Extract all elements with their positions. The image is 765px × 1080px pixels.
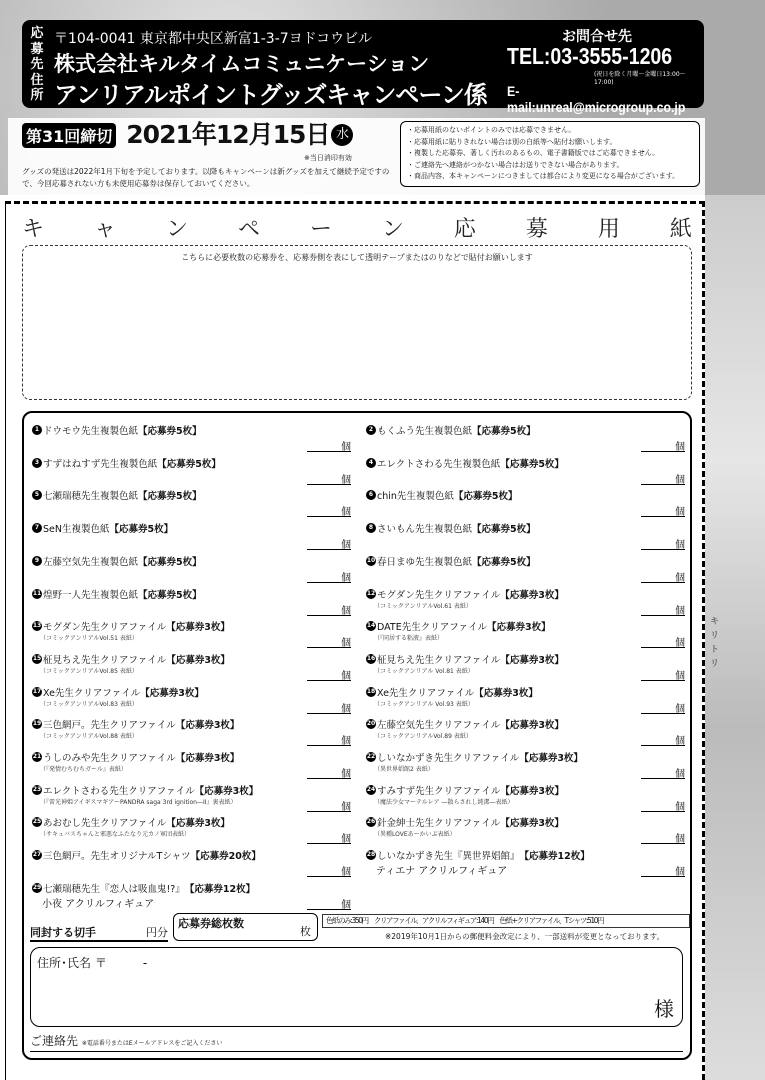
- title-char: ペ: [237, 217, 260, 242]
- total-label: 応募券総枚数: [178, 917, 244, 930]
- quantity-unit: 個: [675, 736, 685, 748]
- item-name-line: [32, 652, 352, 666]
- quantity-unit: 個: [341, 801, 351, 813]
- quantity-field[interactable]: [307, 471, 351, 485]
- item-tickets: 【応募券5枚】: [472, 524, 536, 536]
- item-note: （魔法少女マーテルレア ―散らされし純潔―表紙）: [374, 798, 514, 806]
- item-number: 27: [32, 851, 42, 859]
- quantity-field[interactable]: [307, 765, 351, 779]
- item-name-line: [32, 717, 352, 731]
- item-name: chin先生複製色紙: [377, 491, 454, 503]
- item-name: Xe先生クリアファイル: [377, 687, 475, 699]
- item-tickets: 【応募券3枚】: [140, 687, 204, 699]
- title-char: 募: [525, 217, 548, 242]
- item-tickets: 【応募券5枚】: [157, 458, 221, 470]
- item-name-line: [32, 685, 352, 699]
- quantity-unit: 個: [341, 769, 351, 780]
- item-name: SeN生複製色紙: [43, 524, 110, 536]
- item-number: 13: [32, 622, 42, 630]
- quantity-field[interactable]: [641, 536, 685, 550]
- item-name: 七瀬瑞穂先生『恋人は吸血鬼!?』: [43, 883, 185, 895]
- item-note: （異世界娼館2 表紙）: [374, 766, 434, 773]
- quantity-field[interactable]: [307, 732, 351, 746]
- item-number: 15: [32, 654, 42, 662]
- item-name-line: [32, 587, 352, 601]
- quantity-unit: 個: [341, 867, 351, 879]
- form-title: [22, 212, 692, 243]
- item-number: 10: [366, 556, 376, 564]
- item-row: [366, 587, 686, 619]
- quantity-unit: 個: [675, 769, 685, 780]
- item-row: [32, 587, 352, 619]
- title-char: ー: [309, 217, 332, 242]
- quantity-field[interactable]: [641, 798, 685, 812]
- item-tickets: 【応募券3枚】: [500, 654, 564, 666]
- item-name: さいもん先生複製色紙: [377, 524, 473, 536]
- item-row: [32, 521, 352, 553]
- contact-label: ご連絡先: [30, 1034, 79, 1048]
- item-tickets: 【応募券5枚】: [138, 426, 202, 437]
- item-number: 14: [366, 622, 376, 630]
- item-name: 煌野一人先生複製色紙: [43, 589, 139, 601]
- deadline-round: 第31回締切: [22, 123, 116, 148]
- item-tickets: 【応募券3枚】: [474, 687, 538, 699]
- item-tickets: 【応募券3枚】: [166, 622, 230, 634]
- address-name-field[interactable]: [30, 947, 683, 1027]
- quantity-unit: 個: [341, 703, 351, 715]
- item-number: 11: [32, 589, 42, 597]
- item-name-line: [366, 783, 686, 797]
- item-number: 3: [32, 458, 42, 468]
- stamps-unit: 円分: [146, 926, 168, 939]
- item-name: もくふう先生複製色紙: [377, 426, 473, 437]
- item-row: [366, 619, 686, 651]
- item-number: 28: [366, 851, 376, 859]
- title-char: ン: [165, 217, 188, 242]
- item-note: （コミックアンリアル Vol.81 表紙）: [374, 667, 474, 675]
- item-name-line: [32, 554, 352, 568]
- item-name-line: [32, 783, 352, 797]
- quantity-unit: 個: [341, 638, 351, 650]
- item-name-line: [366, 815, 686, 829]
- item-row: [366, 750, 686, 782]
- item-name: しいなかずき先生クリアファイル: [377, 753, 520, 764]
- item-number: 24: [366, 785, 376, 793]
- item-tickets: 【応募券5枚】: [472, 556, 536, 568]
- item-row: [366, 685, 686, 717]
- item-tickets: 【応募券3枚】: [500, 589, 564, 601]
- item-name-line: [366, 619, 686, 633]
- item-name-line: [32, 881, 352, 895]
- item-number: 7: [32, 523, 42, 533]
- email: E-mail:unreal@microgroup.co.jp: [507, 83, 686, 115]
- item-tickets: 【応募券12枚】: [184, 883, 256, 895]
- item-row: [32, 750, 352, 782]
- item-note: （コミックアンリアルVol.61 表紙）: [374, 602, 472, 610]
- item-number: 2: [366, 425, 376, 435]
- item-number: 9: [32, 556, 42, 566]
- quantity-field[interactable]: [307, 896, 351, 910]
- item-tickets: 【応募券5枚】: [500, 458, 564, 470]
- quantity-field[interactable]: [641, 700, 685, 714]
- item-tickets: 【応募券5枚】: [453, 491, 518, 503]
- quantity-field[interactable]: [641, 503, 685, 517]
- postage-fees: 色紙のみ:350円 クリアファイル、アクリルフィギュア:140円 色紙+クリアファイル、Tシャツ:510円: [322, 914, 690, 928]
- quantity-unit: 個: [675, 834, 685, 846]
- item-tickets: 【応募券5枚】: [109, 524, 174, 536]
- title-char: 応: [453, 217, 476, 242]
- quantity-field[interactable]: [641, 569, 685, 583]
- item-number: 5: [32, 490, 42, 500]
- quantity-unit: 個: [341, 605, 351, 617]
- title-char: ャ: [93, 217, 116, 242]
- phone-hours: (祝日を除く月曜～金曜日13:00～17:00): [594, 71, 686, 86]
- item-row: [32, 619, 352, 651]
- quantity-unit: 個: [341, 736, 351, 748]
- quantity-unit: 個: [675, 801, 685, 813]
- quantity-unit: 個: [341, 474, 351, 486]
- quantity-field[interactable]: [641, 732, 685, 746]
- postage-change-note: ※2019年10月1日からの郵便料金改定により、一部送料が変更となっております。: [385, 932, 665, 941]
- item-name-line: [366, 685, 686, 699]
- item-name-line: [32, 848, 352, 862]
- item-name-line: [366, 456, 686, 470]
- note: ・複製した応募券、著しく汚れのあるもの、電子書籍版ではご応募できません。: [407, 149, 660, 157]
- quantity-unit: 個: [675, 867, 685, 879]
- item-number: 8: [366, 523, 376, 533]
- item-variant: 小夜 アクリルフィギュア: [42, 898, 155, 910]
- item-tickets: 【応募券3枚】: [519, 753, 583, 764]
- item-name: 柾見ちえ先生クリアファイル: [43, 654, 167, 666]
- item-number: 18: [366, 687, 376, 695]
- paste-instructions: こちらに必要枚数の応募券を、応募券側を表にして透明テープまたはのりなどで貼付お願いします: [181, 253, 533, 262]
- title-char: キ: [22, 217, 45, 242]
- quantity-field[interactable]: [307, 798, 351, 812]
- shipping-note: グッズの発送は2022年1月下旬を予定しております。以降もキャンペーンは新グッズを加えて継続予定ですので、今回応募されない方も未使用応募券は保存しておいてください。: [22, 167, 390, 188]
- item-name-line: [32, 619, 352, 633]
- stamps-field[interactable]: [30, 924, 168, 942]
- item-number: 19: [32, 720, 42, 728]
- item-tickets: 【応募券3枚】: [166, 654, 230, 666]
- item-note: （コミックアンリアル Vol.93 表紙）: [374, 700, 474, 708]
- item-name-line: [366, 423, 686, 437]
- item-tickets: 【応募券5枚】: [138, 491, 202, 503]
- item-name: あおむし先生クリアファイル: [43, 818, 167, 830]
- quantity-field[interactable]: [307, 863, 351, 877]
- item-name-line: [366, 488, 686, 502]
- quantity-field[interactable]: [641, 634, 685, 648]
- quantity-field[interactable]: [307, 700, 351, 714]
- item-name: 左藤空気先生クリアファイル: [377, 720, 501, 732]
- item-row: [32, 456, 352, 488]
- item-name: 針金紳士先生クリアファイル: [377, 818, 501, 830]
- notes-box: [400, 121, 700, 187]
- item-name-line: [366, 521, 686, 535]
- phone: TEL:03-3555-1206: [507, 43, 673, 69]
- quantity-unit: 個: [675, 474, 685, 486]
- item-name: エレクトさわる先生複製色紙: [377, 458, 501, 470]
- item-number: 17: [32, 687, 42, 695]
- cut-here-label: キリトリ: [710, 617, 720, 669]
- item-name: エレクトさわる先生クリアファイル: [43, 785, 195, 797]
- quantity-field[interactable]: [307, 569, 351, 583]
- item-name-line: [366, 652, 686, 666]
- quantity-unit: 個: [341, 442, 351, 453]
- quantity-field[interactable]: [641, 863, 685, 877]
- item-row: [32, 488, 352, 520]
- item-number: 20: [366, 720, 376, 728]
- item-name: 左藤空気先生複製色紙: [43, 556, 139, 568]
- item-number: 21: [32, 753, 42, 760]
- item-name-line: [366, 750, 686, 764]
- item-name-line: [32, 423, 352, 437]
- item-number: 16: [366, 654, 376, 662]
- title-char: 用: [597, 217, 620, 242]
- quantity-field[interactable]: [641, 602, 685, 616]
- quantity-unit: 個: [341, 834, 351, 846]
- quantity-unit: 個: [341, 670, 351, 682]
- item-name: 三色網戸。先生オリジナルTシャツ: [43, 851, 191, 863]
- item-tickets: 【応募券20枚】: [190, 851, 261, 863]
- quantity-field[interactable]: [307, 602, 351, 616]
- quantity-unit: 個: [341, 899, 351, 911]
- quantity-unit: 個: [675, 442, 685, 453]
- quantity-field[interactable]: [307, 667, 351, 681]
- department: アンリアルポイントグッズキャンペーン係: [54, 81, 487, 109]
- item-name-line: [32, 521, 352, 535]
- quantity-field[interactable]: [641, 830, 685, 844]
- contact-field[interactable]: [30, 1032, 683, 1052]
- contact-note: ※電話番号またはEメールアドレスをご記入ください: [81, 1040, 223, 1047]
- item-number: 4: [366, 458, 376, 468]
- quantity-unit: 個: [675, 670, 685, 682]
- item-note: （コミックアンリアルVol.85 表紙）: [40, 667, 138, 675]
- title-char: 紙: [669, 217, 692, 242]
- item-note: （コミックアンリアルVol.83 表紙）: [40, 700, 138, 708]
- item-name-line: [366, 587, 686, 601]
- company-name: 株式会社キルタイムコミュニケーション: [54, 52, 430, 76]
- item-number: 22: [366, 753, 376, 760]
- item-note: （『同居する粘液』表紙）: [374, 635, 444, 643]
- address-vertical-label: 応募先住所: [30, 26, 44, 103]
- item-row: [366, 554, 686, 586]
- item-tickets: 【応募券3枚】: [500, 720, 564, 732]
- quantity-field[interactable]: [307, 634, 351, 648]
- title-char: ン: [381, 217, 404, 242]
- item-name: 三色網戸。先生クリアファイル: [43, 720, 176, 732]
- item-row: [32, 815, 352, 847]
- address-banner: [22, 20, 704, 115]
- quantity-unit: 個: [675, 572, 685, 584]
- item-row: [366, 521, 686, 553]
- item-tickets: 【応募券3枚】: [194, 785, 259, 797]
- item-name-line: [32, 750, 352, 764]
- quantity-field[interactable]: [307, 503, 351, 517]
- item-variant: ティエナ アクリルフィギュア: [376, 866, 508, 878]
- item-note: （異種LOVEあーかいぶ表紙）: [374, 831, 456, 839]
- item-tickets: 【応募券5枚】: [472, 426, 536, 437]
- quantity-unit: 個: [341, 540, 351, 552]
- item-name: モグダン先生クリアファイル: [377, 589, 501, 601]
- item-row: [366, 488, 686, 520]
- item-number: 25: [32, 818, 42, 826]
- item-tickets: 【応募券12枚】: [519, 851, 590, 863]
- note: ・ご連絡先へ連絡がつかない場合はお送りできない場合があります。: [407, 160, 624, 169]
- item-name: Xe先生クリアファイル: [43, 687, 141, 699]
- item-row: [32, 717, 352, 749]
- item-row: [366, 815, 686, 847]
- item-number: 26: [366, 818, 376, 826]
- deadline-date: 2021年12月15日: [126, 120, 330, 149]
- item-name: しいなかずき先生『異世界娼館』: [377, 851, 520, 863]
- quantity-unit: 個: [341, 507, 351, 519]
- quantity-unit: 個: [675, 605, 685, 617]
- item-note: （『雷光神姫アイギスマギアーPANDRA saga 3rd ignition―II』裏表紙）: [40, 798, 237, 806]
- item-name: うしのみや先生クリアファイル: [43, 753, 176, 764]
- quantity-unit: 個: [675, 507, 685, 519]
- item-tickets: 【応募券3枚】: [166, 818, 230, 830]
- item-note: （コミックアンリアルVol.51 表紙）: [40, 635, 138, 643]
- note: ・商品内容、本キャンペーンにつきましては都合により変更になる場合がございます。: [407, 172, 680, 180]
- item-name-line: [366, 554, 686, 568]
- item-tickets: 【応募券5枚】: [138, 589, 202, 601]
- item-name: すずはねすず先生複製色紙: [43, 458, 158, 470]
- item-row: [366, 456, 686, 488]
- item-name: 七瀬瑞穂先生複製色紙: [43, 491, 139, 503]
- item-name: DATE先生クリアファイル: [377, 622, 488, 634]
- item-name-line: [366, 848, 686, 862]
- item-row: [366, 848, 686, 880]
- quantity-field[interactable]: [307, 536, 351, 550]
- total-unit: 枚: [300, 925, 311, 938]
- quantity-field[interactable]: [641, 471, 685, 485]
- item-name: モグダン先生クリアファイル: [43, 622, 167, 634]
- note: ・応募用紙のないポイントのみでは応募できません。: [407, 126, 576, 134]
- item-number: 6: [366, 490, 376, 500]
- inquiry-label: お問合せ先: [562, 29, 632, 45]
- deadline-weekday: 水: [331, 124, 353, 146]
- item-name-line: [366, 717, 686, 731]
- item-row: [32, 554, 352, 586]
- item-row: [366, 423, 686, 455]
- item-row: [32, 423, 352, 455]
- quantity-field[interactable]: [307, 830, 351, 844]
- item-name-line: [32, 456, 352, 470]
- item-number: 23: [32, 785, 42, 793]
- item-name: ドウモウ先生複製色紙: [43, 426, 139, 437]
- item-name: 春日まゆ先生複製色紙: [377, 556, 473, 568]
- item-tickets: 【応募券3枚】: [500, 785, 565, 797]
- item-note: （サキュバスちゃんと邪悪なふたなり元カノ軍団表紙）: [40, 831, 191, 839]
- quantity-unit: 個: [341, 572, 351, 584]
- item-row: [366, 652, 686, 684]
- item-note: （『発情むちむちガール』表紙）: [40, 766, 127, 773]
- address-label: 住所･氏名 〒 -: [37, 956, 148, 970]
- quantity-field[interactable]: [641, 765, 685, 779]
- quantity-unit: 個: [675, 638, 685, 650]
- item-row: [366, 783, 686, 815]
- quantity-field[interactable]: [641, 438, 685, 452]
- honorific: 様: [654, 997, 674, 1021]
- item-row: [32, 685, 352, 717]
- item-name: 柾見ちえ先生クリアファイル: [377, 654, 501, 666]
- item-row: [32, 783, 352, 815]
- item-tickets: 【応募券3枚】: [175, 753, 240, 764]
- item-tickets: 【応募券3枚】: [500, 818, 564, 830]
- item-tickets: 【応募券3枚】: [175, 720, 240, 732]
- note: ・応募用紙に貼りきれない場合は別の白紙等へ貼付お願いします。: [407, 137, 617, 146]
- quantity-unit: 個: [675, 540, 685, 552]
- item-number: 1: [32, 425, 42, 435]
- item-name: すみすず先生クリアファイル: [377, 785, 501, 797]
- item-name-line: [32, 488, 352, 502]
- item-row: [366, 717, 686, 749]
- quantity-field[interactable]: [641, 667, 685, 681]
- deadline: [22, 120, 353, 150]
- postal-address: 〒104-0041 東京都中央区新富1-3-7ヨドコウビル: [54, 31, 373, 47]
- ticket-paste-area[interactable]: [22, 245, 692, 400]
- quantity-field[interactable]: [307, 438, 351, 452]
- quantity-unit: 個: [675, 703, 685, 715]
- item-number: 29: [32, 883, 42, 891]
- item-row: [32, 848, 352, 880]
- item-row: [32, 652, 352, 684]
- item-note: （コミックアンリアルVol.89 表紙）: [374, 733, 472, 741]
- item-tickets: 【応募券5枚】: [138, 556, 202, 568]
- item-name-line: [32, 815, 352, 829]
- postmark-note: ※当日消印有効: [304, 154, 352, 162]
- item-tickets: 【応募券3枚】: [487, 622, 551, 634]
- stamps-label: 同封する切手: [30, 926, 96, 939]
- item-note: （コミックアンリアルVol.88 表紙）: [40, 733, 138, 741]
- item-row: [32, 881, 352, 913]
- item-number: 12: [366, 589, 376, 597]
- total-tickets-field[interactable]: [173, 913, 318, 941]
